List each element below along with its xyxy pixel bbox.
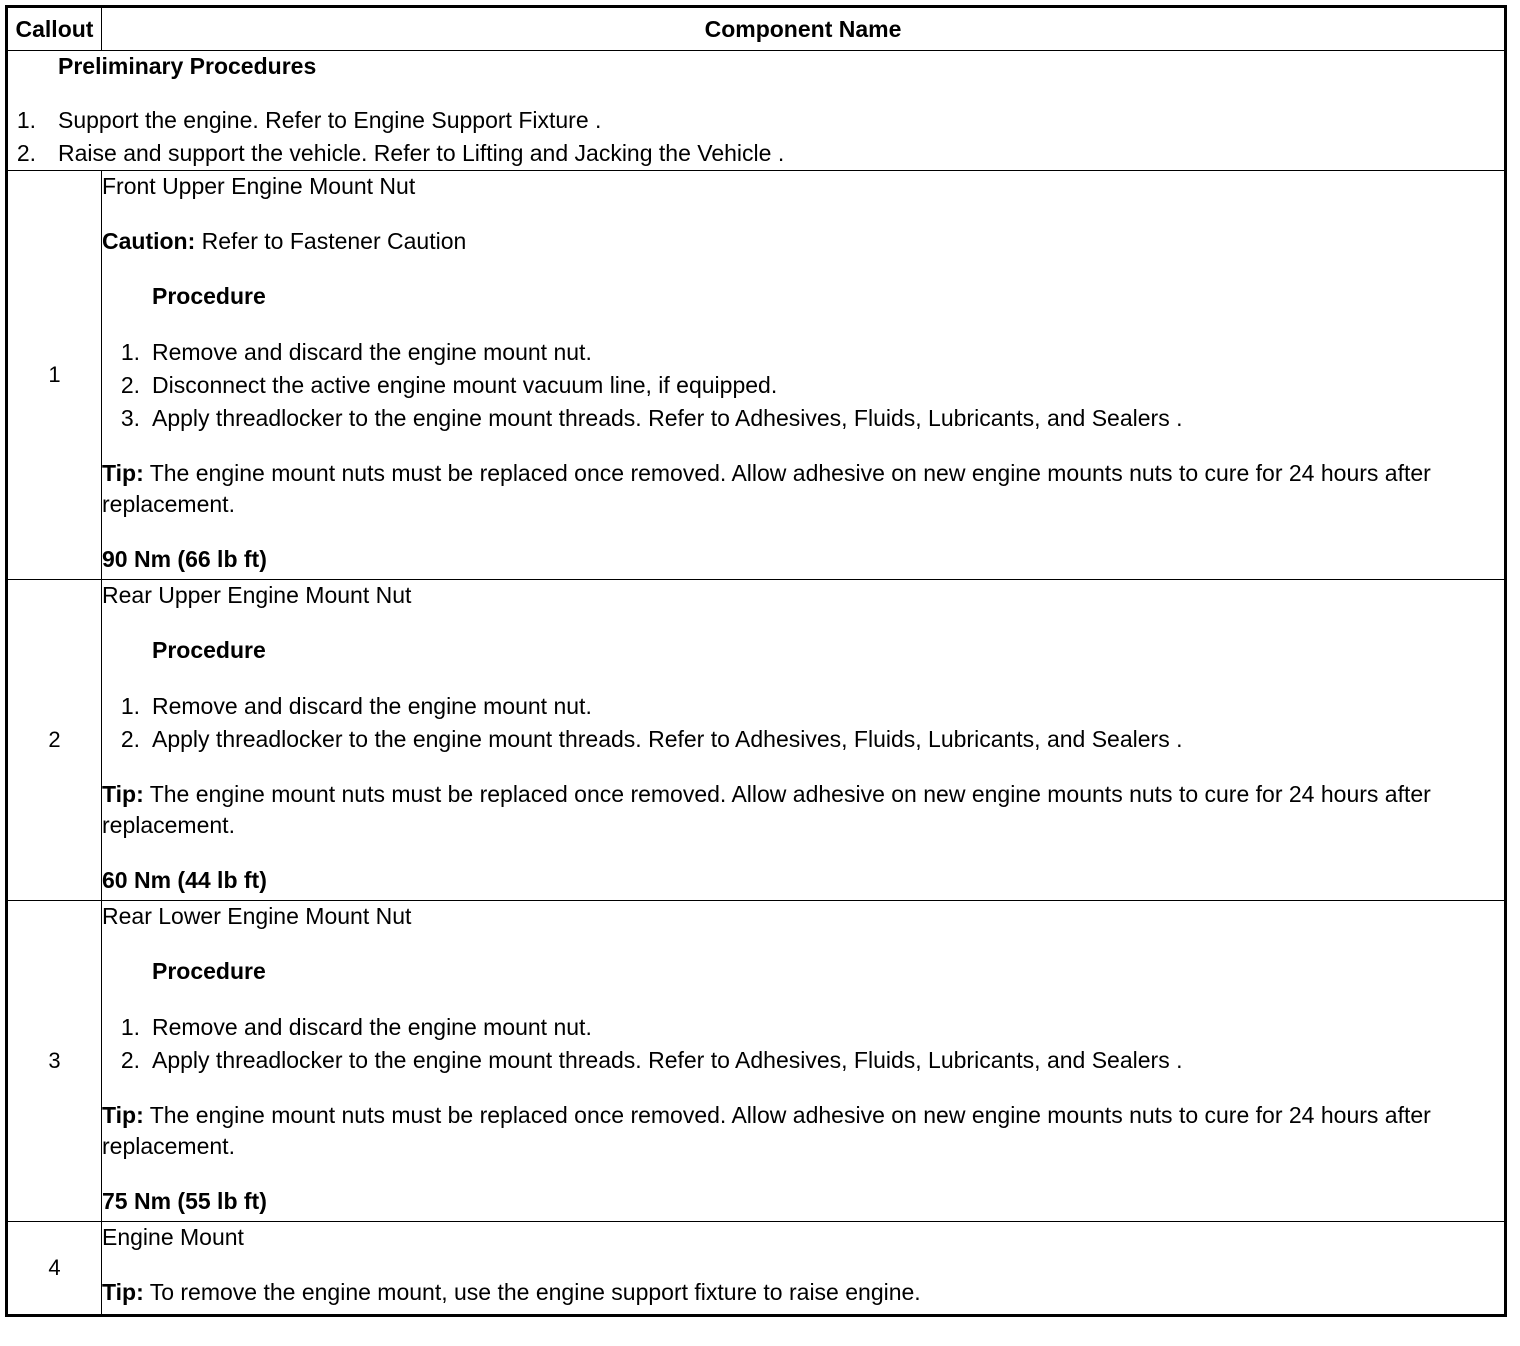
preliminary-steps [8,104,1504,170]
step-text: Remove and discard the engine mount nut. [152,693,592,719]
torque-spec: 75 Nm (55 lb ft) [102,1188,267,1214]
list-item [102,723,1504,756]
step-number: 2. [120,372,140,398]
caution-text: Refer to Fastener Caution [195,228,467,254]
table-row [7,580,1506,901]
component-table [5,5,1507,1317]
step-number: 2. [16,140,36,166]
table-row [7,1222,1506,1316]
table-row [7,171,1506,580]
tip-text: The engine mount nuts must be replaced once removed. Allow adhesive on new engine mounts nuts to cure for 24 hours after replacement. [102,1102,1431,1159]
component-cell [102,171,1506,580]
header-callout: Callout [7,7,102,51]
caution-note [102,226,1504,257]
tip-label: Tip: [102,460,144,486]
component-name: Rear Lower Engine Mount Nut [102,903,412,929]
tip-text: The engine mount nuts must be replaced once removed. Allow adhesive on new engine mounts nuts to cure for 24 hours after replacement. [102,781,1431,838]
callout-number: 4 [7,1222,102,1316]
step-number: 1. [120,693,140,719]
step-number: 1. [120,339,140,365]
component-cell [102,1222,1506,1316]
step-text: Remove and discard the engine mount nut. [152,339,592,365]
list-item [102,690,1504,723]
preliminary-cell [7,51,1506,171]
tip-label: Tip: [102,781,144,807]
preliminary-row [7,51,1506,171]
callout-number: 2 [7,580,102,901]
list-item [8,104,1504,137]
step-text: Apply threadlocker to the engine mount threads. Refer to Adhesives, Fluids, Lubricants, and Sealers . [152,405,1183,431]
header-row [7,7,1506,51]
step-text: Apply threadlocker to the engine mount threads. Refer to Adhesives, Fluids, Lubricants, and Sealers . [152,1047,1183,1073]
procedure-title: Procedure [152,958,266,984]
list-item [102,1044,1504,1077]
tip-text: The engine mount nuts must be replaced once removed. Allow adhesive on new engine mounts nuts to cure for 24 hours after replacement. [102,460,1431,517]
step-number: 1. [120,1014,140,1040]
step-text: Remove and discard the engine mount nut. [152,1014,592,1040]
tip-note [102,779,1504,841]
step-number: 1. [16,107,36,133]
list-item [102,336,1504,369]
tip-text: To remove the engine mount, use the engine support fixture to raise engine. [143,1279,921,1305]
step-text: Disconnect the active engine mount vacuum line, if equipped. [152,372,778,398]
procedure-steps [102,336,1504,435]
list-item [102,369,1504,402]
list-item [102,1011,1504,1044]
step-text: Apply threadlocker to the engine mount threads. Refer to Adhesives, Fluids, Lubricants, and Sealers . [152,726,1183,752]
tip-note [102,1100,1504,1162]
component-name: Engine Mount [102,1224,244,1250]
preliminary-title: Preliminary Procedures [58,53,317,79]
procedure-title: Procedure [152,283,266,309]
procedure-title: Procedure [152,637,266,663]
tip-note [102,1277,1504,1308]
callout-number: 1 [7,171,102,580]
tip-note [102,458,1504,520]
header-component-name: Component Name [102,7,1506,51]
step-number: 2. [120,1047,140,1073]
step-number: 3. [120,405,140,431]
tip-label: Tip: [102,1102,144,1128]
procedure-steps [102,690,1504,756]
step-number: 2. [120,726,140,752]
component-cell [102,901,1506,1222]
component-name: Front Upper Engine Mount Nut [102,173,416,199]
caution-label: Caution: [102,228,196,254]
torque-spec: 90 Nm (66 lb ft) [102,546,267,572]
torque-spec: 60 Nm (44 lb ft) [102,867,267,893]
component-cell [102,580,1506,901]
procedure-steps [102,1011,1504,1077]
list-item [8,137,1504,170]
component-name: Rear Upper Engine Mount Nut [102,582,412,608]
table-row [7,901,1506,1222]
callout-number: 3 [7,901,102,1222]
step-text: Support the engine. Refer to Engine Support Fixture . [58,107,602,133]
list-item [102,402,1504,435]
step-text: Raise and support the vehicle. Refer to Lifting and Jacking the Vehicle . [58,140,785,166]
tip-label: Tip: [102,1279,144,1305]
